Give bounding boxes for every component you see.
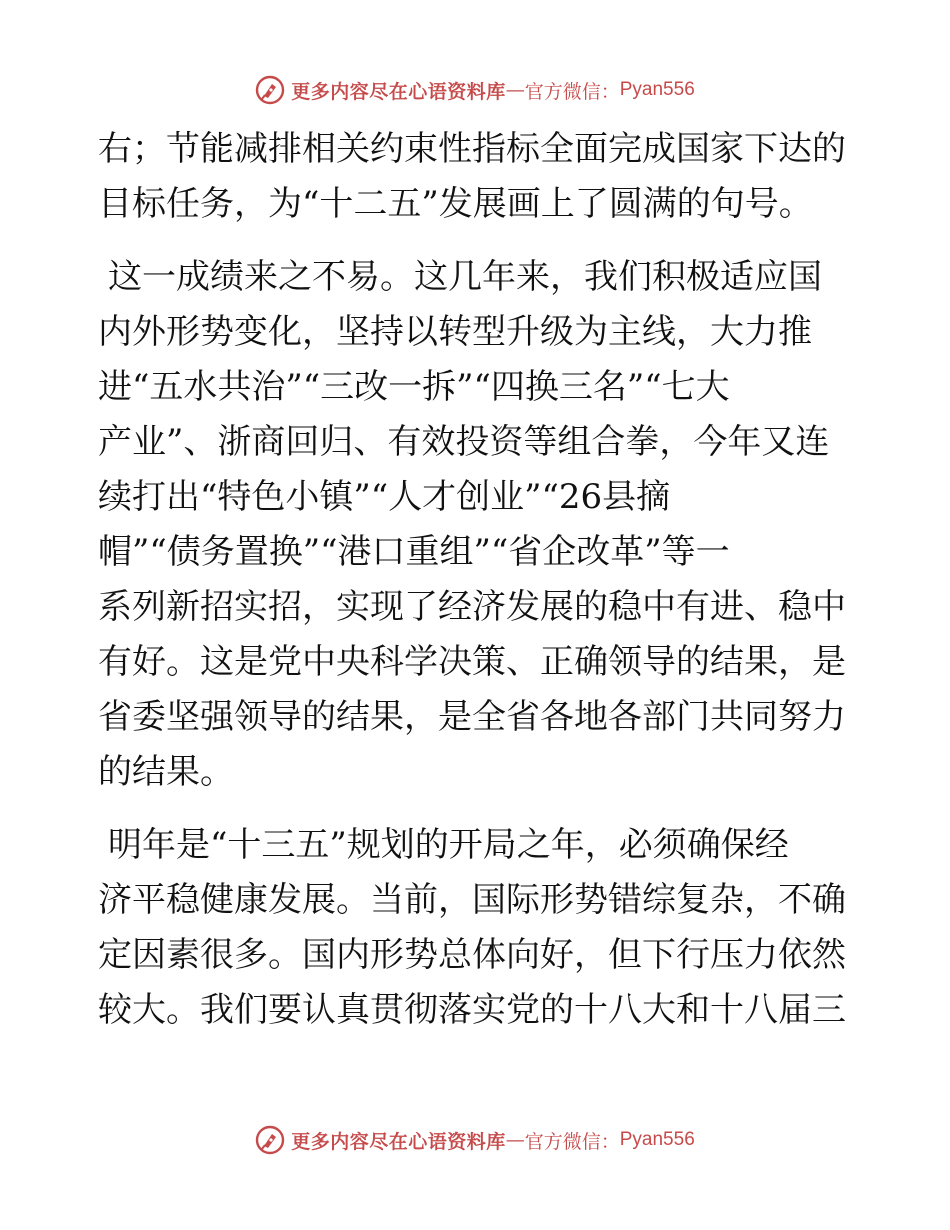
paragraph-1 bbox=[98, 122, 858, 232]
text-line: 续打出“特色小镇”“人才创业”“26县摘 bbox=[98, 477, 671, 517]
text-line: 产业”、浙商回归、有效投资等组合拳，今年又连 bbox=[98, 422, 830, 462]
banner-site-text: 更多内容尽在心语资料库 bbox=[291, 80, 506, 103]
header-banner bbox=[0, 70, 950, 110]
footer-banner bbox=[0, 1120, 950, 1160]
text-line: 帽”“债务置换”“港口重组”“省企改革”等一 bbox=[98, 532, 730, 572]
banner-wechat-id: Pyan556 bbox=[619, 79, 695, 100]
text-line: 有好。这是党中央科学决策、正确领导的结果，是 bbox=[98, 642, 846, 682]
banner-dash: — bbox=[505, 79, 525, 101]
text-line: 明年是“十三五”规划的开局之年，必须确保经 bbox=[108, 825, 789, 865]
text-line: 进“五水共治”“三改一拆”“四换三名”“七大 bbox=[98, 367, 730, 407]
text-line: 的结果。 bbox=[98, 752, 234, 792]
text-line: 目标任务，为“十二五”发展画上了圆满的句号。 bbox=[98, 184, 813, 224]
text-line: 较大。我们要认真贯彻落实党的十八大和十八届三 bbox=[98, 990, 846, 1030]
text-line: 济平稳健康发展。当前，国际形势错综复杂，不确 bbox=[98, 880, 846, 920]
text-line: 定因素很多。国内形势总体向好，但下行压力依然 bbox=[98, 935, 846, 975]
document-body bbox=[98, 122, 858, 1056]
text-line: 系列新招实招，实现了经济发展的稳中有进、稳中 bbox=[98, 587, 846, 627]
text-line: 省委坚强领导的结果，是全省各地各部门共同努力 bbox=[98, 697, 846, 737]
text-line: 右；节能减排相关约束性指标全面完成国家下达的 bbox=[98, 129, 846, 169]
banner-official-label: 官方微信： bbox=[524, 1130, 620, 1153]
paragraph-3 bbox=[98, 818, 858, 1038]
banner-site-text: 更多内容尽在心语资料库 bbox=[291, 1130, 506, 1153]
text-line: 这一成绩来之不易。这几年来，我们积极适应国 bbox=[108, 257, 822, 297]
pen-nib-circle-icon bbox=[255, 1125, 285, 1155]
paragraph-2 bbox=[98, 250, 858, 800]
pen-nib-circle-icon bbox=[255, 75, 285, 105]
banner-dash: — bbox=[505, 1129, 525, 1151]
text-line: 内外形势变化，坚持以转型升级为主线，大力推 bbox=[98, 312, 812, 352]
banner-wechat-id: Pyan556 bbox=[619, 1129, 695, 1150]
banner-official-label: 官方微信： bbox=[524, 80, 620, 103]
